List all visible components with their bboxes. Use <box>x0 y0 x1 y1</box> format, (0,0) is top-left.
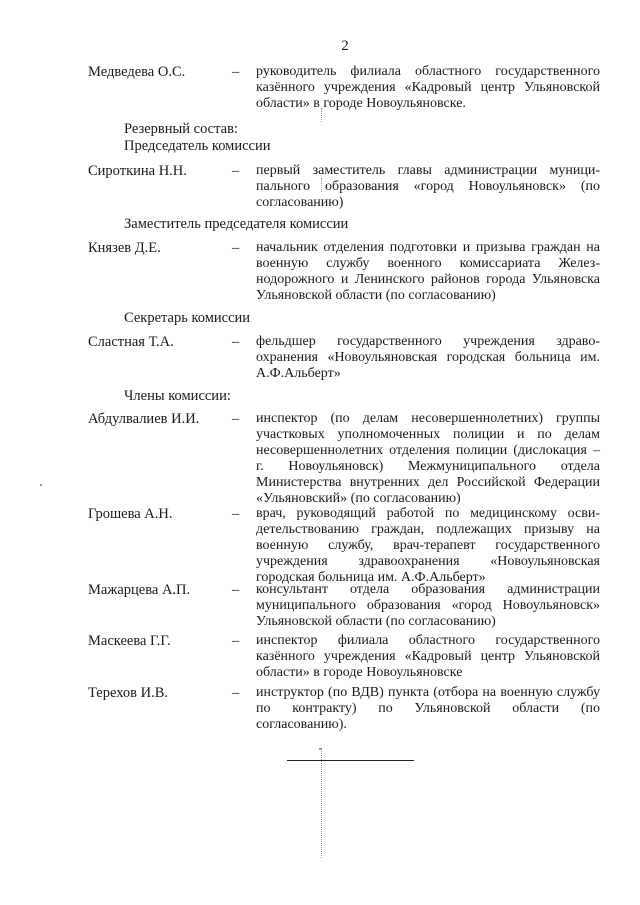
member-position: руководитель филиала областного государственного казённого учреждения «Кадровый центр Ульяновской области» в городе Новоульяновске. <box>256 64 600 111</box>
member-position: первый заместитель главы администрации муниципального образования «город Новоульяновск» (по согласованию) <box>256 163 600 210</box>
dash-separator: – <box>232 64 240 80</box>
member-name: Абдулвалиев И.И. <box>88 411 200 427</box>
fold-mark <box>321 178 322 192</box>
member-position: инспектор (по делам несовершеннолетних) группы участковых уполномоченных полиции и по делам несовершеннолетних отделения полиции (дислокация – г. Новоульяновск) Межмуниципального отдела Министерства внутренних дел Российской Федерации «Ульяновский» (по согласованию) <box>256 411 600 506</box>
member-position: консультант отдела образования администрации муниципального образования «город Новоульяновск» Ульяновской области (по согласованию) <box>256 582 600 629</box>
member-name: Сластная Т.А. <box>88 334 174 350</box>
member-name: Грошева А.Н. <box>88 506 173 522</box>
dash-separator: – <box>232 582 240 598</box>
member-name: Терехов И.В. <box>88 685 169 701</box>
fold-mark <box>321 108 322 122</box>
dash-separator: – <box>232 506 240 522</box>
member-position: инспектор филиала областного государственного казённого учреждения «Кадровый центр Ульяновской области» в городе Новоульяновске <box>256 633 600 680</box>
closing-rule <box>287 760 414 761</box>
member-name: Князев Д.Е. <box>88 240 161 256</box>
member-position: инструктор (по ВДВ) пункта (отбора на военную службу по контракту) по Ульяновской области (по согласованию). <box>256 685 600 732</box>
member-name: Маскеева Г.Г. <box>88 633 171 649</box>
dash-separator: – <box>232 334 240 350</box>
dash-separator: – <box>232 633 240 649</box>
fold-mark <box>321 748 322 858</box>
chair-heading: Председатель комиссии <box>124 138 271 154</box>
reserve-heading: Резервный состав: <box>124 121 238 137</box>
members-heading: Члены комиссии: <box>124 388 231 404</box>
page-number: 2 <box>341 38 349 54</box>
member-name: Сироткина Н.Н. <box>88 163 187 179</box>
member-position: фельдшер государственного учреждения здравоохранения «Новоульяновская городская больница им. А.Ф.Альберт» <box>256 334 600 381</box>
member-name: Медведева О.С. <box>88 64 186 80</box>
member-position: начальник отделения подготовки и призыва граждан на военную службу военного комиссариата Железнодорожного и Ленинского районов города Ульяновска Ульяновской области (по согласованию) <box>256 240 600 303</box>
dash-separator: – <box>232 163 240 179</box>
member-position: врач, руководящий работой по медицинскому освидетельствованию граждан, подлежащих призыву на военную службу, врач-терапевт государственного учреждения здравоохранения «Новоульяновская городская больница им. А.Ф.Альберт» <box>256 506 600 585</box>
dash-separator: – <box>232 411 240 427</box>
member-name: Мажарцева А.П. <box>88 582 191 598</box>
scan-speck <box>319 748 321 750</box>
secretary-heading: Секретарь комиссии <box>124 310 251 326</box>
dash-separator: – <box>232 240 240 256</box>
deputy-heading: Заместитель председателя комиссии <box>124 216 349 232</box>
dash-separator: – <box>232 685 240 701</box>
scan-speck <box>40 484 42 486</box>
